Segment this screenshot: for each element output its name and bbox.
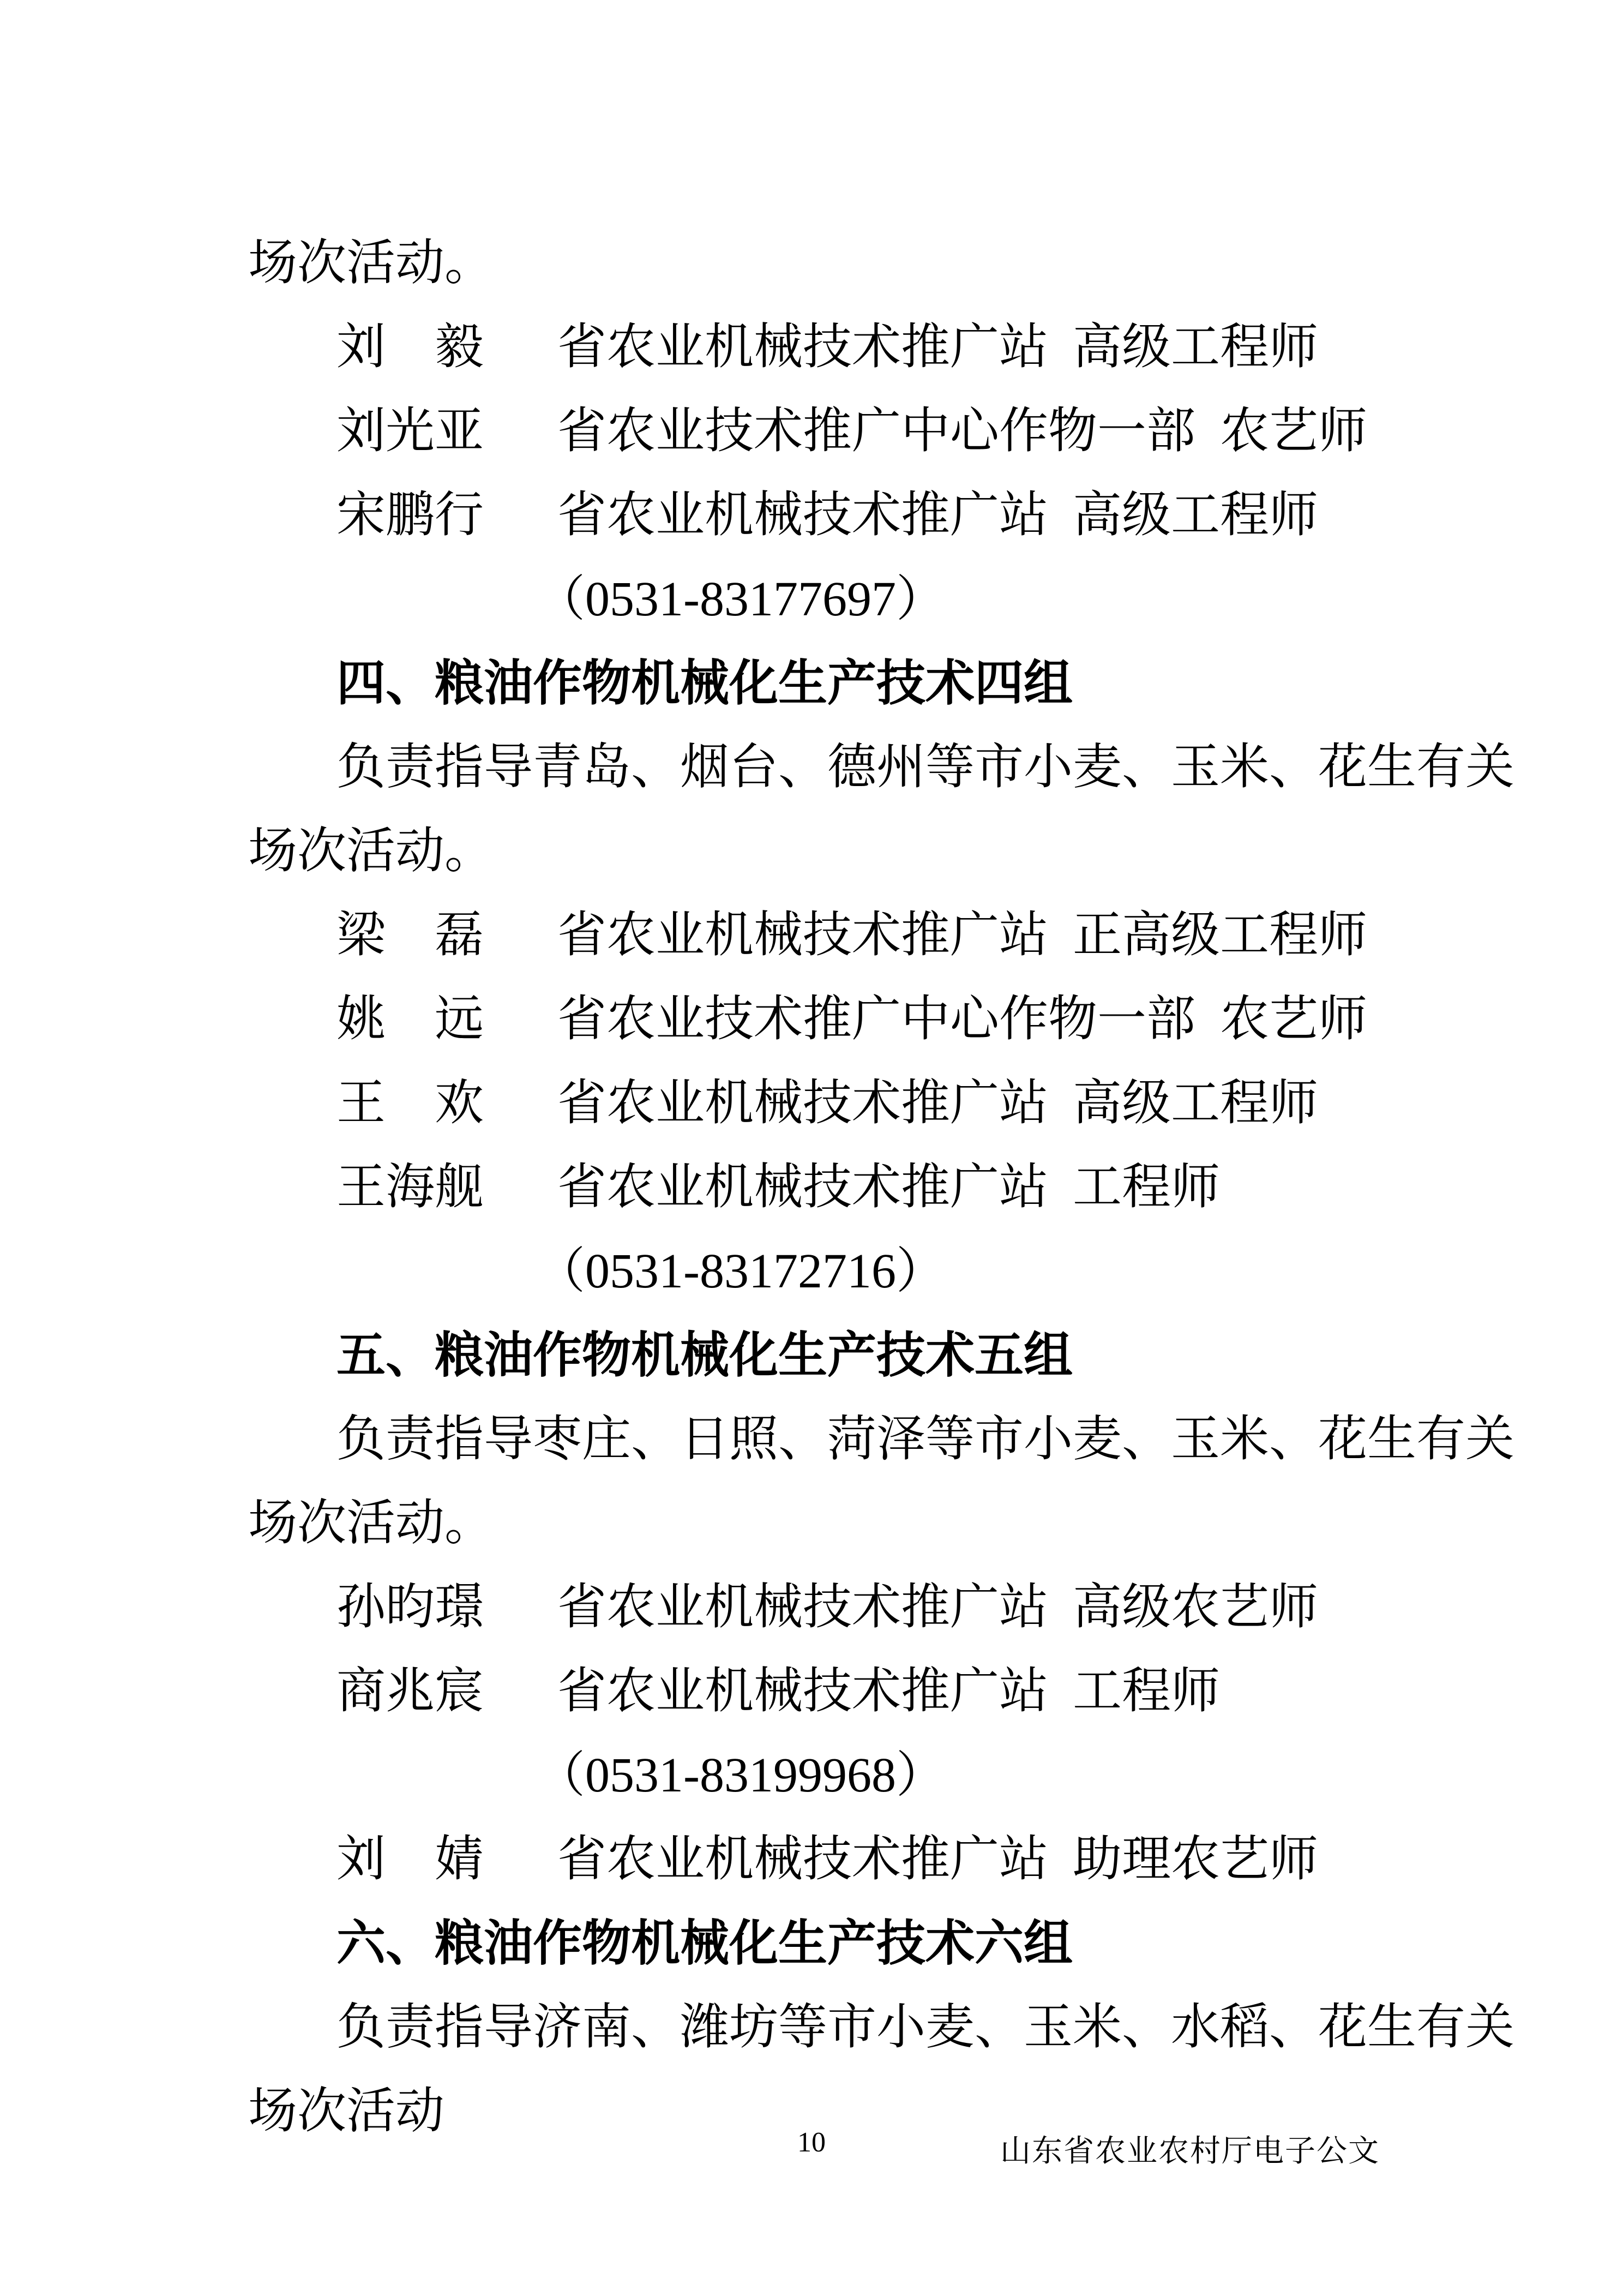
member-org: 省农业技术推广中心作物一部 — [557, 404, 1195, 458]
member-title: 正高级工程师 — [1073, 908, 1367, 962]
member-row — [248, 473, 1380, 557]
phone-line: （0531-83177697） — [536, 572, 945, 626]
member-name: 姚远 — [336, 992, 484, 1046]
paragraph-line: 负责指导青岛、烟台、德州等市小麦、玉米、花生有关 — [336, 740, 1514, 794]
member-title: 工程师 — [1073, 1160, 1220, 1214]
member-org: 省农业机械技术推广站 — [557, 1664, 1048, 1718]
member-row — [248, 894, 1380, 978]
member-name: 宋鹏行 — [336, 488, 484, 542]
section-heading: 五、粮油作物机械化生产技术五组 — [336, 1328, 1073, 1383]
member-row — [248, 978, 1380, 1062]
member-row — [248, 389, 1380, 473]
member-row — [248, 1062, 1380, 1146]
member-row — [248, 305, 1380, 389]
member-title: 工程师 — [1073, 1664, 1220, 1718]
section-heading: 六、粮油作物机械化生产技术六组 — [336, 1916, 1073, 1971]
paragraph-tail-line: 场次活动。 — [248, 1496, 494, 1550]
member-row — [248, 1650, 1380, 1734]
member-name: 王欢 — [336, 1076, 484, 1130]
member-title: 农艺师 — [1220, 404, 1367, 458]
phone-line: （0531-83199968） — [536, 1748, 945, 1802]
member-title: 助理农艺师 — [1073, 1832, 1318, 1886]
member-title: 农艺师 — [1220, 992, 1367, 1046]
phone-line: （0531-83172716） — [536, 1244, 945, 1298]
member-title: 高级工程师 — [1073, 320, 1318, 374]
member-org: 省农业机械技术推广站 — [557, 1160, 1048, 1214]
member-name: 王海舰 — [336, 1160, 484, 1214]
member-org: 省农业机械技术推广站 — [557, 1832, 1048, 1886]
member-name: 刘光亚 — [336, 404, 484, 458]
member-org: 省农业机械技术推广站 — [557, 488, 1048, 542]
member-name: 孙昀璟 — [336, 1580, 484, 1634]
member-org: 省农业技术推广中心作物一部 — [557, 992, 1195, 1046]
member-row — [248, 1146, 1380, 1230]
member-name: 商兆宸 — [336, 1664, 484, 1718]
member-name: 梁磊 — [336, 908, 484, 962]
member-title: 高级工程师 — [1073, 1076, 1318, 1130]
member-row — [248, 1818, 1380, 1902]
footer-publisher: 山东省农业农村厅电子公文 — [1000, 2135, 1380, 2168]
paragraph-line: 负责指导济南、潍坊等市小麦、玉米、水稻、花生有关 — [336, 2000, 1514, 2054]
member-org: 省农业机械技术推广站 — [557, 320, 1048, 374]
paragraph-tail-line: 场次活动。 — [248, 824, 494, 878]
member-org: 省农业机械技术推广站 — [557, 908, 1048, 962]
member-title: 高级工程师 — [1073, 488, 1318, 542]
member-name: 刘毅 — [336, 320, 484, 374]
member-name: 刘婧 — [336, 1832, 484, 1886]
document-body — [248, 221, 1514, 2154]
paragraph-line: 负责指导枣庄、日照、菏泽等市小麦、玉米、花生有关 — [336, 1412, 1514, 1466]
paragraph-tail-line: 场次活动。 — [248, 236, 494, 290]
member-row — [248, 1566, 1380, 1650]
section-heading: 四、粮油作物机械化生产技术四组 — [336, 656, 1073, 711]
footer-page-number: 10 — [797, 2127, 826, 2158]
member-org: 省农业机械技术推广站 — [557, 1076, 1048, 1130]
member-org: 省农业机械技术推广站 — [557, 1580, 1048, 1634]
member-title: 高级农艺师 — [1073, 1580, 1318, 1634]
paragraph-tail-line: 场次活动 — [248, 2084, 444, 2138]
